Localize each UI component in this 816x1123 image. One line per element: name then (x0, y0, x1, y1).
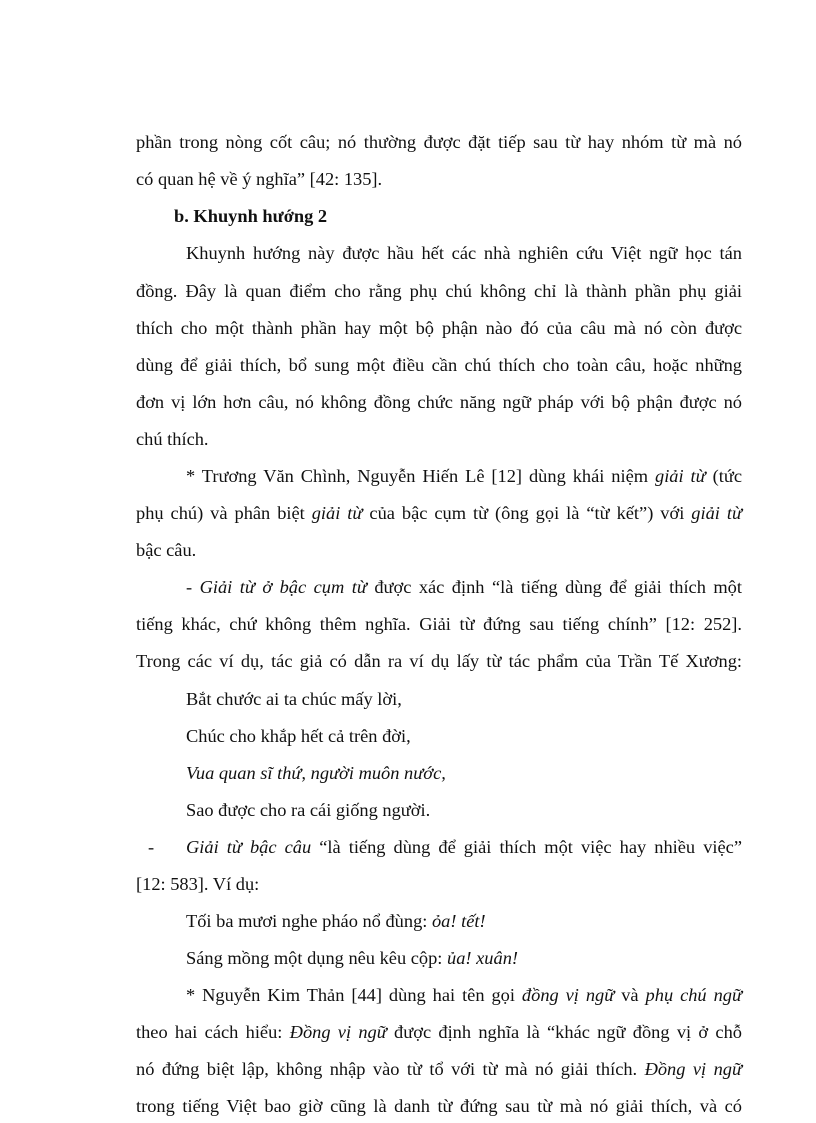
paragraph-line: tiếng khác, chứ không thêm nghĩa. Giải từ đứng sau tiếng chính” [12: 252]. (136, 614, 742, 634)
paragraph-line: [12: 583]. Ví dụ: (136, 874, 260, 894)
paragraph-line: Trong các ví dụ, tác giả có dẫn ra ví dụ lấy từ tác phẩm của Trần Tế Xương: (136, 651, 742, 671)
paragraph-line (186, 465, 742, 487)
text-run: nó đứng biệt lập, không nhập vào từ tổ với từ mà nó giải thích. (136, 1059, 645, 1079)
text-run: theo hai cách hiểu: (136, 1022, 290, 1042)
paragraph-line (186, 984, 742, 1006)
text-run: được xác định “là tiếng dùng để giải thích một (366, 577, 742, 597)
paragraph-line: có quan hệ về ý nghĩa” [42: 135]. (136, 169, 383, 189)
list-dash: - (148, 837, 155, 857)
italic-term: giải từ (311, 503, 363, 523)
italic-term: Giải từ ở bậc cụm từ (199, 577, 367, 597)
paragraph-line (136, 502, 742, 524)
italic-term: Đồng vị ngữ (644, 1059, 742, 1079)
text-run: * Trương Văn Chình, Nguyễn Hiến Lê [12] dùng khái niệm (186, 466, 655, 486)
poem-line: Sao được cho ra cái giống người. (186, 800, 431, 820)
italic-term: giải từ (691, 503, 742, 523)
paragraph-line: thích cho một thành phần hay một bộ phận nào đó của câu mà nó còn được (136, 318, 742, 338)
poem-line: Chúc cho khắp hết cả trên đời, (186, 726, 411, 746)
italic-term: ỏa! tết! (431, 911, 486, 931)
text-run: - (186, 577, 200, 597)
italic-term: giải từ (655, 466, 706, 486)
poem-line (186, 762, 446, 784)
italic-term: Đồng vị ngữ (289, 1022, 387, 1042)
text-run: của bậc cụm từ (ông gọi là “từ kết”) với (362, 503, 692, 523)
text-run: Sáng mồng một dụng nêu kêu cộp: (186, 948, 448, 968)
text-run: “là tiếng dùng để giải thích một việc hay nhiều việc” (311, 837, 742, 857)
poem-line: Bắt chước ai ta chúc mấy lời, (186, 689, 402, 709)
paragraph-line (186, 576, 742, 598)
italic-term: ủa! xuân! (447, 948, 519, 968)
paragraph-line: đồng. Đây là quan điểm cho rằng phụ chú không chỉ là thành phần phụ giải (136, 281, 742, 301)
italic-term: Giải từ bậc câu (186, 837, 312, 857)
section-heading: b. Khuynh hướng 2 (174, 206, 328, 226)
paragraph-line: bậc câu. (136, 540, 197, 560)
paragraph-line (136, 1021, 742, 1043)
text-run: (tức (705, 466, 742, 486)
text-run: * Nguyễn Kim Thản [44] dùng hai tên gọi (186, 985, 522, 1005)
paragraph-line: chú thích. (136, 429, 209, 449)
text-run: Tối ba mươi nghe pháo nổ đùng: (186, 911, 432, 931)
paragraph-line (136, 1058, 742, 1080)
paragraph-line: phần trong nòng cốt câu; nó thường được đặt tiếp sau từ hay nhóm từ mà nó (136, 132, 742, 152)
paragraph-line: đơn vị lớn hơn câu, nó không đồng chức năng ngữ pháp với bộ phận được nó (136, 392, 742, 412)
paragraph-line: dùng để giải thích, bổ sung một điều cần chú thích cho toàn câu, hoặc những (136, 355, 742, 375)
paragraph-line: Khuynh hướng này được hầu hết các nhà nghiên cứu Việt ngữ học tán (186, 243, 742, 263)
example-line (186, 910, 486, 932)
paragraph-line: trong tiếng Việt bao giờ cũng là danh từ đứng sau từ mà nó giải thích, và có (136, 1096, 742, 1116)
italic-term: đồng vị ngữ (521, 985, 615, 1005)
italic-term: phụ chú ngữ (645, 985, 742, 1005)
paragraph-line (186, 836, 742, 858)
text-run: phụ chú) và phân biệt (136, 503, 312, 523)
example-line (186, 947, 518, 969)
text-run: được định nghĩa là “khác ngữ đồng vị ở chỗ (386, 1022, 742, 1042)
text-run: và (614, 985, 646, 1005)
italic-term: Vua quan sĩ thứ, người muôn nước, (186, 763, 446, 783)
